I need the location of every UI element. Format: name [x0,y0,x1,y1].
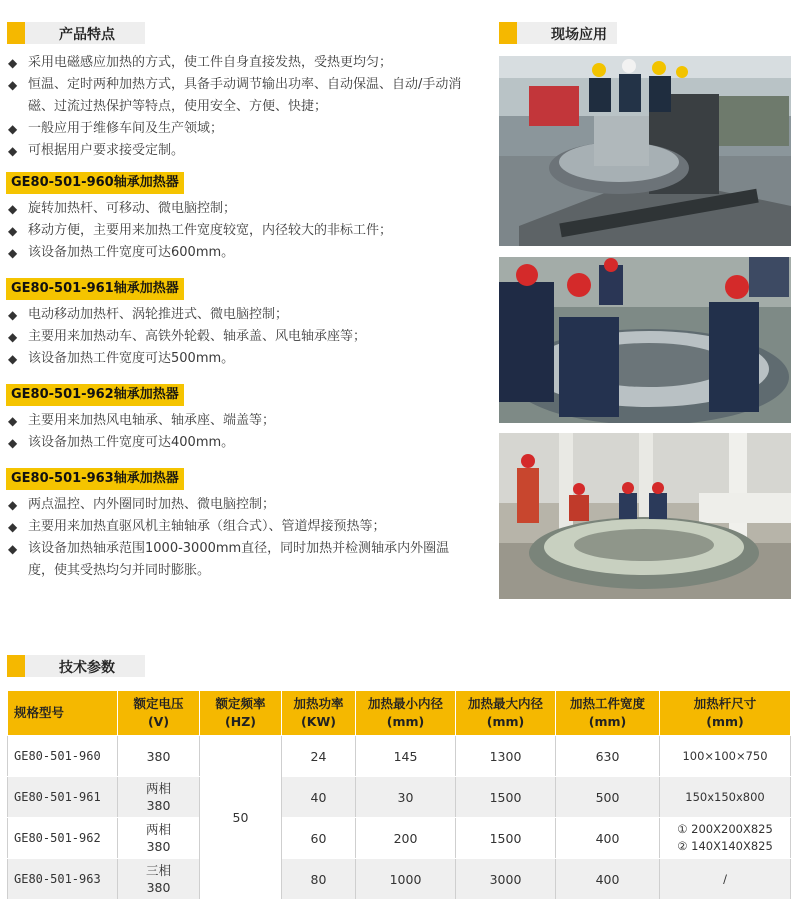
cell-power: 24 [282,736,356,777]
diamond-bullet-icon: ◆ [8,498,18,512]
col-header-voltage: 额定电压 (V) [118,691,200,736]
cell-model: GE80-501-962 [8,818,118,859]
spec-table-header-row [8,691,791,736]
table-row [8,736,791,777]
col-header-max-id: 加热最大内径 (mm) [456,691,556,736]
cell-voltage: 三相 380 [118,859,200,900]
diamond-bullet-icon: ◆ [8,78,18,92]
spec-table [7,690,791,900]
cell-min-id: 1000 [356,859,456,900]
model-960-item: ◆ 移动方便，主要用来加热工件宽度较宽，内径较大的非标工件； [6,220,466,242]
table-row [8,859,791,900]
header-accent-bar [7,22,25,44]
cell-rod: ① 200X200X825 ② 140X140X825 [660,818,791,859]
table-row [8,818,791,859]
onsite-title: 现场应用 [551,27,607,43]
workshop-photo-2 [499,257,791,423]
col-header-min-id: 加热最小内径 (mm) [356,691,456,736]
cell-max-id: 1300 [456,736,556,777]
diamond-bullet-icon: ◆ [8,414,18,428]
cell-min-id: 200 [356,818,456,859]
diamond-bullet-icon: ◆ [8,224,18,238]
diamond-bullet-icon: ◆ [8,542,18,556]
header-accent-bar [499,22,517,44]
col-header-rod: 加热杆尺寸 (mm) [660,691,791,736]
cell-model: GE80-501-963 [8,859,118,900]
col-header-width: 加热工件宽度 (mm) [556,691,660,736]
tech-title: 技术参数 [59,660,115,676]
col-header-model: 规格型号 [8,691,118,736]
cell-min-id: 145 [356,736,456,777]
diamond-bullet-icon: ◆ [8,330,18,344]
onsite-photo-heater-961 [499,257,791,423]
diamond-bullet-icon: ◆ [8,352,18,366]
model-962-heading: GE80-501-962轴承加热器 [6,384,184,406]
feature-item: ◆ 一般应用于维修车间及生产领域； [6,118,466,140]
model-962-item: ◆ 主要用来加热风电轴承、轴承座、端盖等； [6,410,466,432]
model-963-item: ◆ 主要用来加热直驱风机主轴轴承（组合式）、管道焊接预热等； [6,516,466,538]
model-962-item: ◆ 该设备加热工件宽度可达400mm。 [6,432,466,454]
model-961-item: ◆ 主要用来加热动车、高铁外轮毂、轴承盖、风电轴承座等； [6,326,466,348]
cell-max-id: 1500 [456,777,556,818]
cell-max-id: 3000 [456,859,556,900]
cell-power: 80 [282,859,356,900]
feature-item: ◆ 恒温、定时两种加热方式，具备手动调节输出功率、自动保温、自动/手动消磁、过流过热保护等特点，使用安全、方便、快捷； [6,74,466,118]
diamond-bullet-icon: ◆ [8,202,18,216]
model-963-item: ◆ 该设备加热轴承范围1000-3000mm直径，同时加热并检测轴承内外圈温度，使其受热均匀并同时膨胀。 [6,538,466,582]
cell-min-id: 30 [356,777,456,818]
header-accent-bar [7,655,25,677]
onsite-photo-heater-963 [499,433,791,599]
col-header-frequency: 额定频率 (HZ) [200,691,282,736]
diamond-bullet-icon: ◆ [8,308,18,322]
model-961-item: ◆ 该设备加热工件宽度可达500mm。 [6,348,466,370]
cell-voltage: 两相 380 [118,818,200,859]
onsite-section-header [499,22,619,44]
diamond-bullet-icon: ◆ [8,144,18,158]
model-961-item: ◆ 电动移动加热杆、涡轮推进式、微电脑控制； [6,304,466,326]
table-row [8,777,791,818]
cell-voltage: 380 [118,736,200,777]
tech-section-header [7,655,187,677]
diamond-bullet-icon: ◆ [8,436,18,450]
model-960-item: ◆ 旋转加热杆、可移动、微电脑控制； [6,198,466,220]
model-963-heading: GE80-501-963轴承加热器 [6,468,184,490]
model-963-item: ◆ 两点温控、内外圈同时加热、微电脑控制； [6,494,466,516]
workshop-photo-1 [499,56,791,246]
cell-width: 400 [556,818,660,859]
model-961-heading: GE80-501-961轴承加热器 [6,278,184,300]
cell-frequency: 50 [200,736,282,900]
workshop-photo-3 [499,433,791,599]
col-header-power: 加热功率 (KW) [282,691,356,736]
cell-rod: 100×100×750 [660,736,791,777]
model-960-heading: GE80-501-960轴承加热器 [6,172,184,194]
features-section-header [7,22,277,44]
cell-power: 40 [282,777,356,818]
diamond-bullet-icon: ◆ [8,56,18,70]
onsite-photo-heater-960 [499,56,791,246]
diamond-bullet-icon: ◆ [8,122,18,136]
features-title: 产品特点 [59,27,115,43]
diamond-bullet-icon: ◆ [8,246,18,260]
cell-rod: / [660,859,791,900]
cell-power: 60 [282,818,356,859]
feature-item: ◆ 可根据用户要求接受定制。 [6,140,466,162]
cell-voltage: 两相 380 [118,777,200,818]
cell-model: GE80-501-960 [8,736,118,777]
model-960-item: ◆ 该设备加热工件宽度可达600mm。 [6,242,466,264]
cell-width: 500 [556,777,660,818]
cell-width: 630 [556,736,660,777]
cell-width: 400 [556,859,660,900]
cell-rod: 150x150x800 [660,777,791,818]
feature-item: ◆ 采用电磁感应加热的方式，使工件自身直接发热，受热更均匀； [6,52,466,74]
cell-model: GE80-501-961 [8,777,118,818]
cell-max-id: 1500 [456,818,556,859]
diamond-bullet-icon: ◆ [8,520,18,534]
features-text-column [6,52,466,582]
